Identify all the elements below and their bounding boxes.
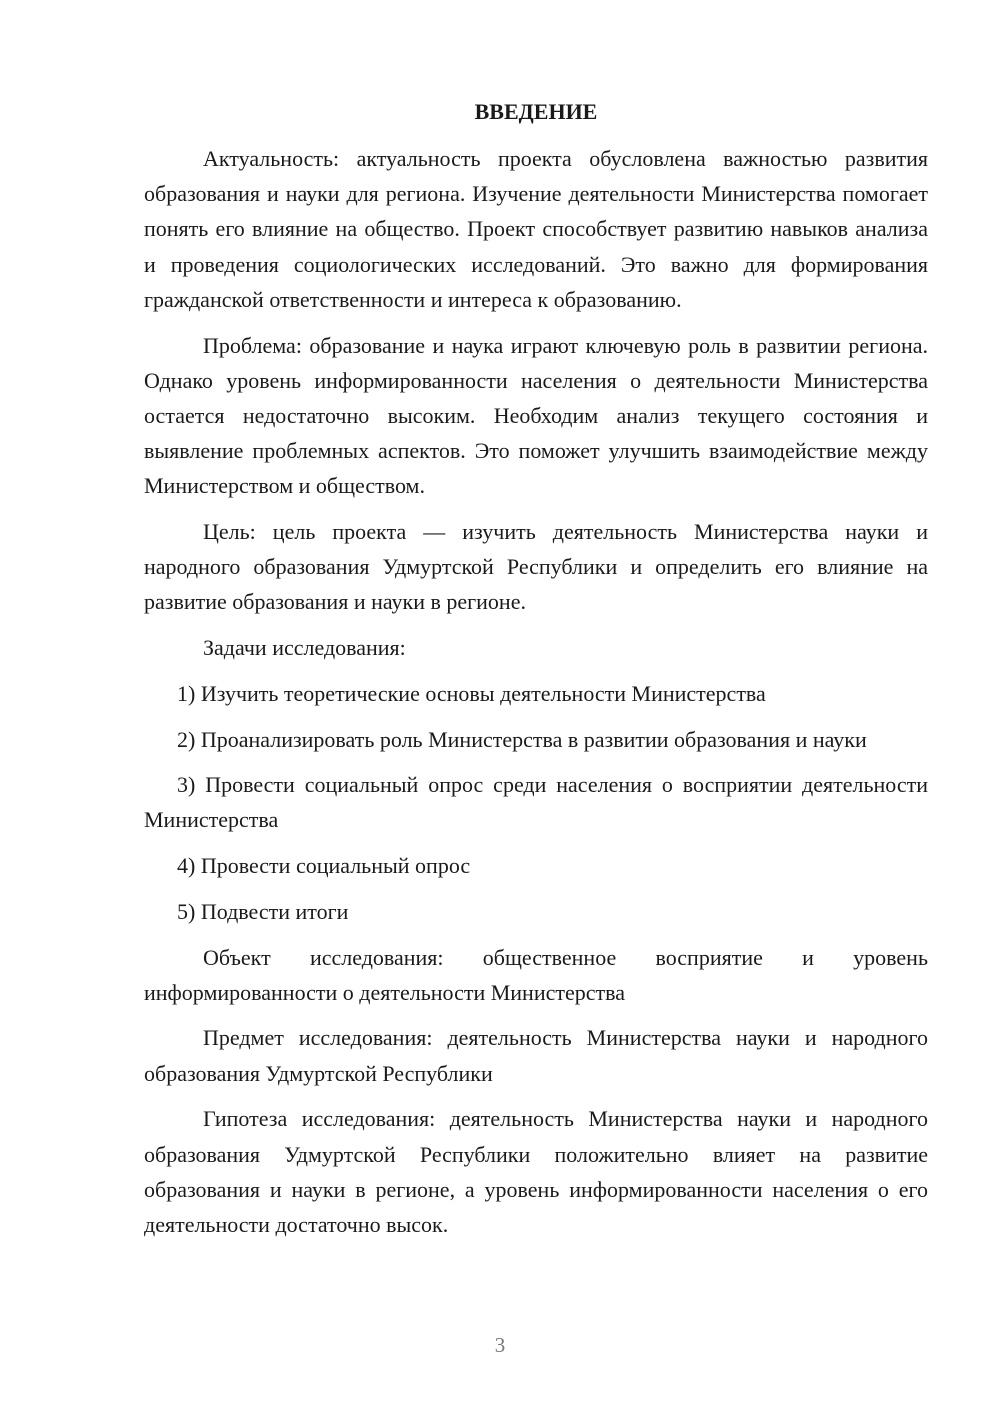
relevance-paragraph: Актуальность: актуальность проекта обусловлена важностью развития образования и науки для региона. Изучение деятельности Министерства помогает понять его влияние на общество. Проект способствует развитию навыков анализа и проведения социологических исследований. Это важно для формирования гражданской ответственности и интереса к образованию. — [144, 146, 928, 312]
task-item-1: 1) Изучить теоретические основы деятельности Министерства — [177, 680, 766, 706]
subject-paragraph: Предмет исследования: деятельность Министерства науки и народного образования Удмуртской Республики — [144, 1025, 928, 1086]
page-number: 3 — [494, 1333, 506, 1357]
task-item-5: 5) Подвести итоги — [177, 898, 349, 924]
task-item-4: 4) Провести социальный опрос — [177, 853, 471, 879]
object-paragraph: Объект исследования: общественное восприятие и уровень информированности о деятельности Министерства — [144, 944, 928, 1005]
hypothesis-paragraph: Гипотеза исследования: деятельность Министерства науки и народного образования Удмуртской Республики положительно влияет на развитие образования и науки в регионе, а уровень информированности населения о его деятельности достаточно высок. — [144, 1106, 928, 1237]
task-item-3: 3) Провести социальный опрос среди населения о восприятии деятельности Министерства — [144, 772, 928, 833]
goal-paragraph: Цель: цель проекта — изучить деятельность Министерства науки и народного образования Удмуртской Республики и определить его влияние на развитие образования и науки в регионе. — [144, 519, 928, 615]
tasks-list — [144, 676, 928, 929]
task-item-2: 2) Проанализировать роль Министерства в развитии образования и науки — [177, 726, 867, 752]
tasks-intro: Задачи исследования: — [203, 635, 406, 661]
section-heading: ВВЕДЕНИЕ — [474, 99, 598, 124]
document-body — [144, 94, 928, 1253]
problem-paragraph: Проблема: образование и наука играют ключевую роль в развитии региона. Однако уровень информированности населения о деятельности Министерства остается недостаточно высоким. Необходим анализ текущего состояния и выявление проблемных аспектов. Это поможет улучшить взаимодействие между Министерством и обществом. — [144, 332, 928, 499]
